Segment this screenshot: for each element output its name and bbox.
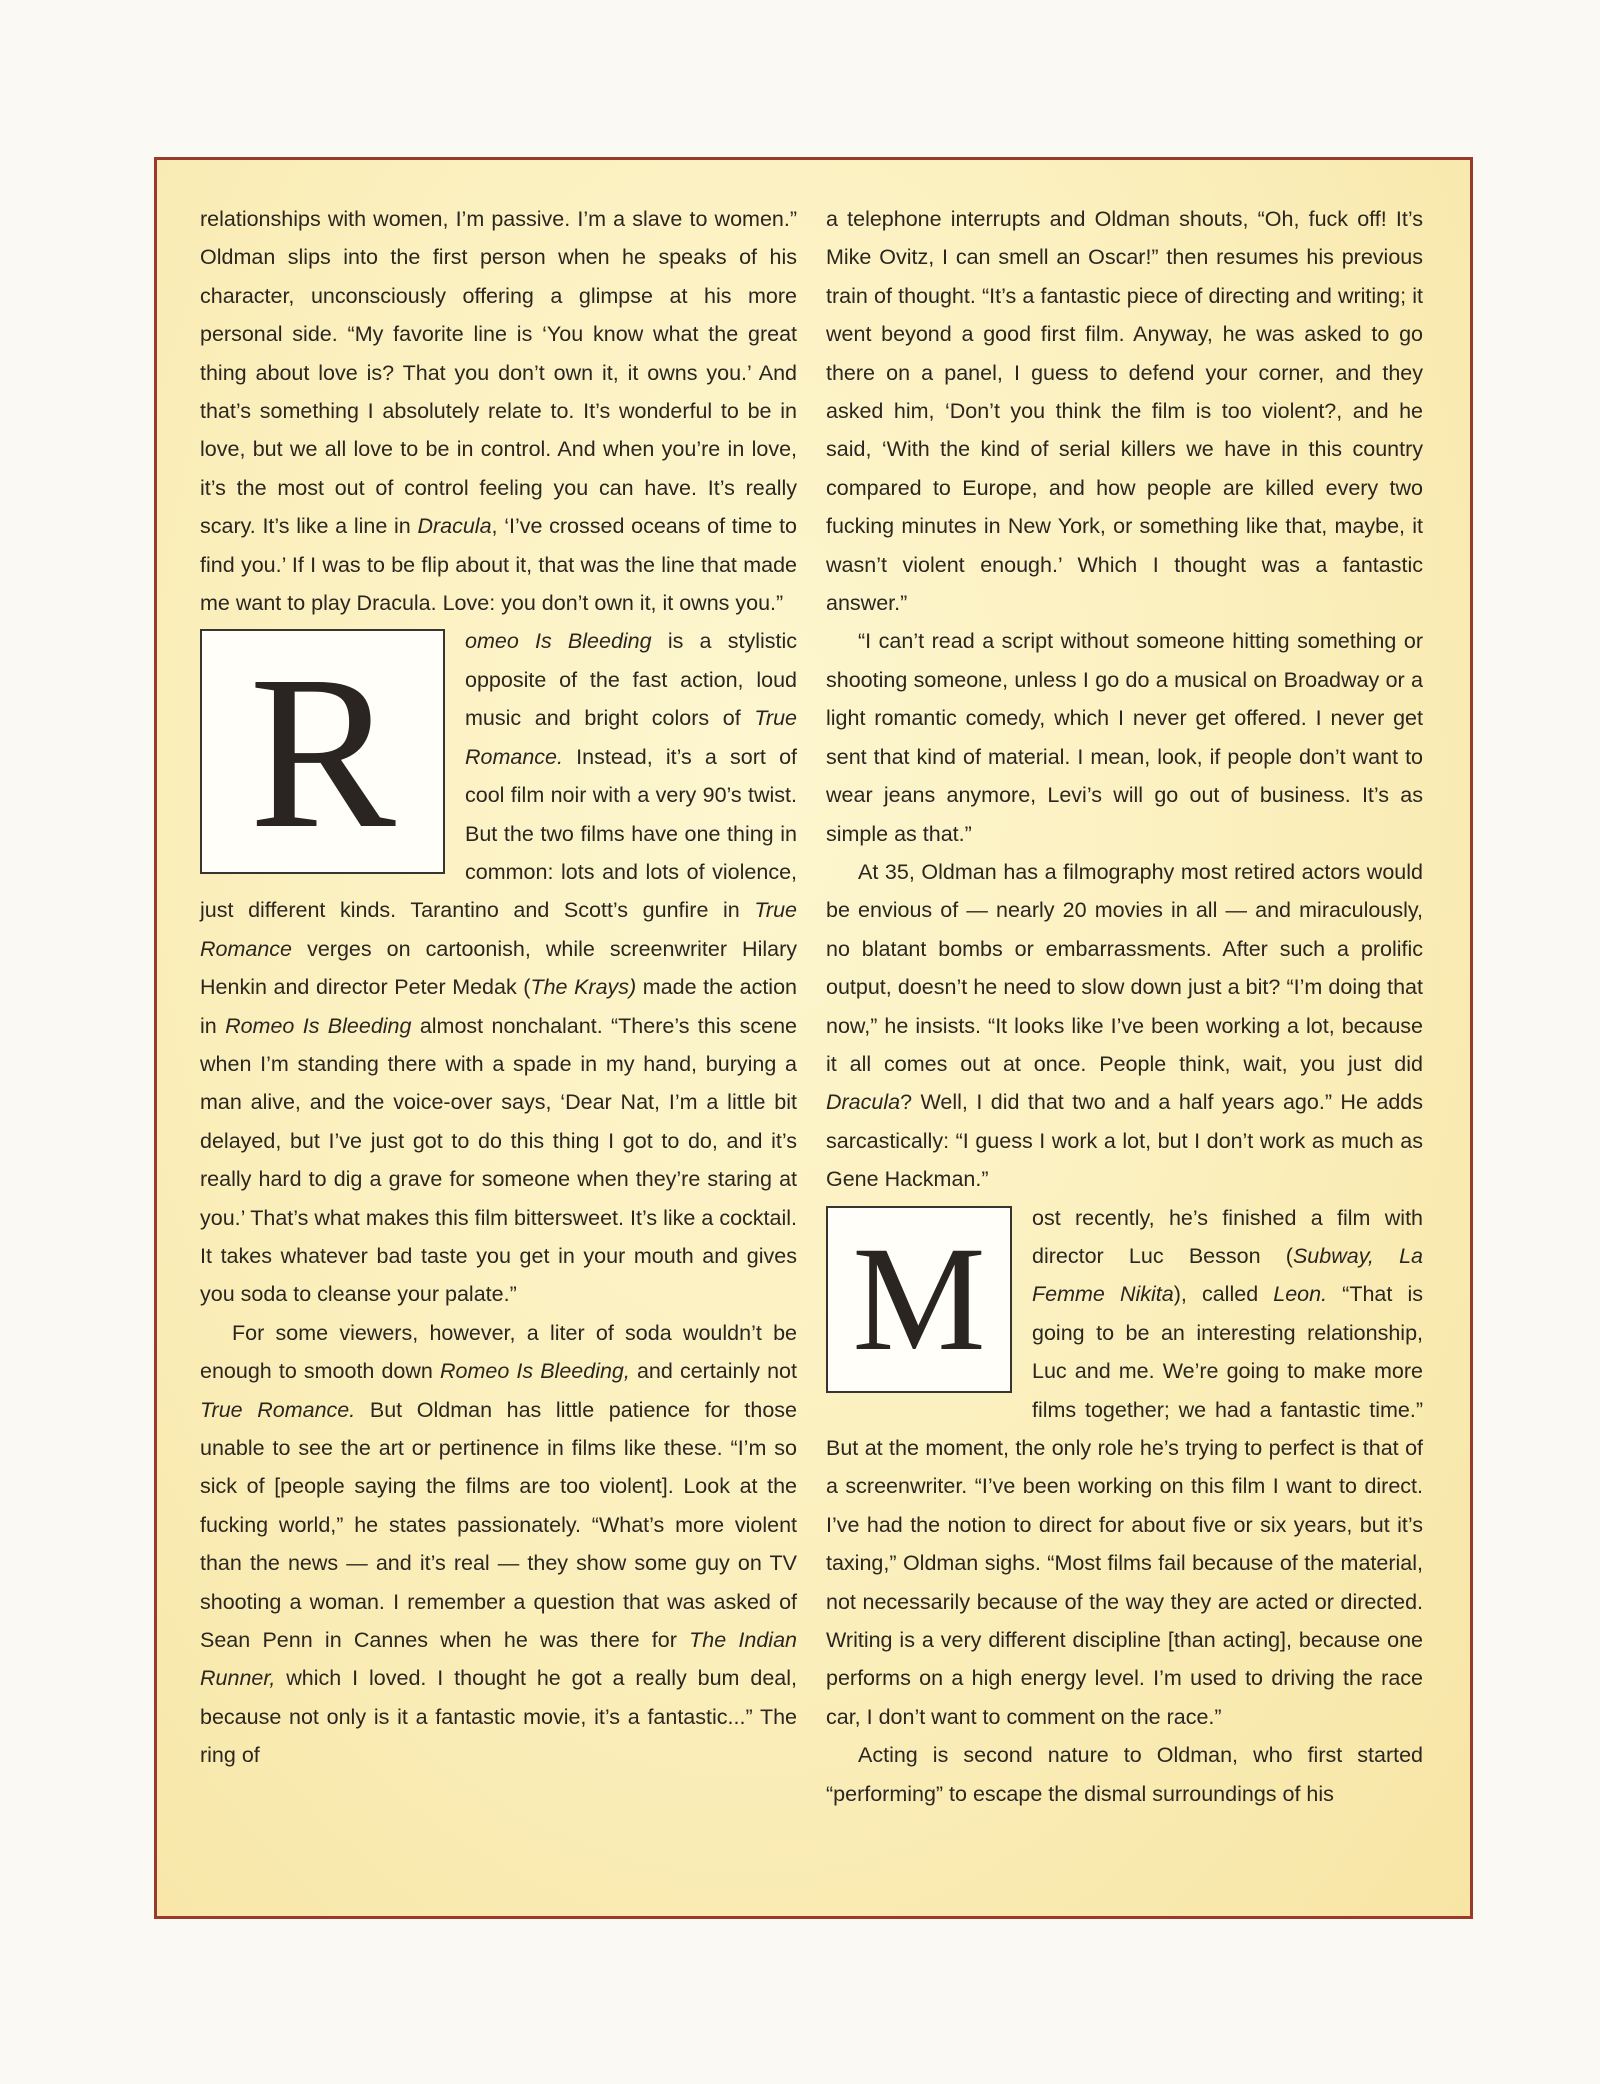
paragraph: “I can’t read a script without someone hitting something or shooting someone, unless I go do a musical on Broadway or a light romantic comedy, which I never get offered. I never get sent that kind of material. I mean, look, if people don’t want to wear jeans anymore, Levi’s will go out of business. It’s as simple as that.”	[826, 629, 1423, 846]
paragraph: a telephone interrupts and Oldman shouts, “Oh, fuck off! It’s Mike Ovitz, I can smell an Oscar!” then resumes his previous train of thought. “It’s a fantastic piece of directing and writing; it went beyond a good first film. Anyway, he was asked to go there on a panel, I guess to defend your corner, and they asked him, ‘Don’t you think the film is too violent?, and he said, ‘With the kind of serial killers we have in this country compared to Europe, and how people are killed every two fucking minutes in New York, or something like that, maybe, it wasn’t violent enough.’ Which I thought was a fantastic answer.”	[826, 207, 1423, 616]
paragraph: relationships with women, I’m passive. I’m a slave to women.” Oldman slips into the first person when he speaks of his character, unconsciously offering a glimpse at his more personal side. “My favorite line is ‘You know what the great thing about love is? That you don’t own it, it owns you.’ And that’s something I absolutely relate to. It’s wonderful to be in love, but we all love to be in control. And when you’re in love, it’s the most out of control feeling you can have. It’s really scary. It’s like a line in Dracula, ‘I’ve crossed oceans of time to find you.’ If I was to be flip about it, that was the line that made me want to play Dracula. Love: you don’t own it, it owns you.”	[200, 207, 798, 616]
paragraph: For some viewers, however, a liter of soda wouldn’t be enough to smooth down Romeo Is Bleeding, and certainly not True Romance. But Oldman has little patience for those unable to see the art or pertinence in films like these. “I’m so sick of [people saying the films are too violent]. Look at the fucking world,” he states passionately. “What’s more violent than the news — and it’s real — they show some guy on TV shooting a woman. I remember a question that was asked of Sean Penn in Cannes when he was there for The Indian Runner, which I loved. I thought he got a really bum deal, because not only is it a fantastic movie, it’s a fantastic...” The ring of	[200, 1320, 797, 1768]
article-column-right	[826, 200, 1423, 1813]
drop-cap-m: M	[826, 1206, 1012, 1393]
drop-cap-r: R	[200, 629, 445, 874]
paragraph: At 35, Oldman has a filmography most retired actors would be envious of — nearly 20 movies in all — and miraculously, no blatant bombs or embarrassments. After such a prolific output, doesn’t he need to slow down just a bit? “I’m doing that now,” he insists. “It looks like I’ve been working a lot, because it all comes out at once. People think, wait, you just did Dracula? Well, I did that two and a half years ago.” He adds sarcastically: “I guess I work a lot, but I don’t work as much as Gene Hackman.”	[826, 859, 1423, 1192]
article-column-left	[200, 200, 797, 1775]
paragraph-dropcap-r: R omeo Is Bleeding is a stylistic opposite of the fast action, loud music and bright colors of True Romance. Instead, it’s a sort of cool film noir with a very 90’s twist. But the two films have one thing in common: lots and lots of violence, just different kinds. Tarantino and Scott’s gunfire in True Romance verges on cartoonish, while screenwriter Hilary Henkin and director Peter Medak (The Krays) made the action in Romeo Is Bleeding almost nonchalant. “There’s this scene when I’m standing there with a spade in my hand, burying a man alive, and the voice-over says, ‘Dear Nat, I’m a little bit delayed, but I’ve just got to do this thing I got to do, and it’s really hard to dig a grave for someone when they’re staring at you.’ That’s what makes this film bittersweet. It’s like a cocktail. It takes whatever bad taste you get in your mouth and gives you soda to cleanse your palate.”	[200, 629, 797, 1307]
paragraph-dropcap-m: M ost recently, he’s finished a film with director Luc Besson (Subway, La Femme Nikita), called Leon. “That is going to be an interesting relationship, Luc and me. We’re going to make more films together; we had a fantastic time.” But at the moment, the only role he’s trying to perfect is that of a screenwriter. “I’ve been working on this film I want to direct. I’ve had the notion to direct for about five or six years, but it’s taxing,” Oldman sighs. “Most films fail because of the material, not necessarily because of the way they are acted or directed. Writing is a very different discipline [than acting], because one performs on a high energy level. I’m used to driving the race car, I don’t want to comment on the race.”	[826, 1205, 1423, 1729]
paragraph: Acting is second nature to Oldman, who first started “performing” to escape the dismal surroundings of his	[826, 1743, 1423, 1806]
